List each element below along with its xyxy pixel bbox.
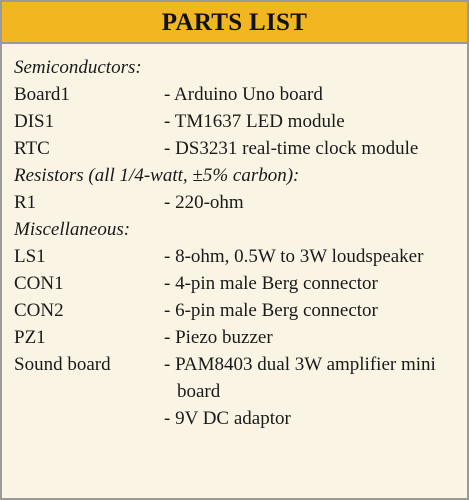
part-desc: - 9V DC adaptor bbox=[164, 408, 291, 429]
list-item bbox=[14, 324, 463, 351]
list-item bbox=[14, 189, 463, 216]
parts-list-title: PARTS LIST bbox=[2, 2, 467, 44]
list-item bbox=[14, 135, 463, 162]
part-desc: - Arduino Uno board bbox=[164, 84, 323, 105]
part-ref: RTC bbox=[14, 138, 50, 159]
part-ref: PZ1 bbox=[14, 327, 46, 348]
list-item bbox=[14, 297, 463, 324]
list-item bbox=[14, 243, 463, 270]
part-desc: - Piezo buzzer bbox=[164, 327, 273, 348]
section-heading-resistors: Resistors (all 1/4-watt, ±5% carbon): bbox=[14, 165, 300, 186]
part-desc: - 8-ohm, 0.5W to 3W loudspeaker bbox=[164, 246, 424, 267]
part-desc: - 220-ohm bbox=[164, 192, 244, 213]
list-item bbox=[14, 81, 463, 108]
part-ref: Board1 bbox=[14, 84, 70, 105]
section-heading-semiconductors: Semiconductors: bbox=[14, 57, 142, 78]
parts-list-content bbox=[14, 54, 463, 432]
section-heading-miscellaneous: Miscellaneous: bbox=[14, 219, 131, 240]
list-item bbox=[14, 351, 463, 405]
part-ref bbox=[14, 405, 164, 432]
part-ref: LS1 bbox=[14, 246, 46, 267]
part-ref: R1 bbox=[14, 192, 37, 213]
part-desc: - PAM8403 dual 3W amplifier mini board bbox=[164, 354, 436, 402]
part-desc: - DS3231 real-time clock module bbox=[164, 138, 419, 159]
list-item bbox=[14, 108, 463, 135]
part-ref: DIS1 bbox=[14, 111, 55, 132]
part-ref: CON2 bbox=[14, 300, 64, 321]
list-item bbox=[14, 270, 463, 297]
list-item bbox=[14, 405, 463, 432]
part-ref: CON1 bbox=[14, 273, 64, 294]
part-desc: - 4-pin male Berg connector bbox=[164, 273, 378, 294]
part-ref: Sound board bbox=[14, 354, 111, 375]
part-desc: - TM1637 LED module bbox=[164, 111, 345, 132]
part-desc: - 6-pin male Berg connector bbox=[164, 300, 378, 321]
